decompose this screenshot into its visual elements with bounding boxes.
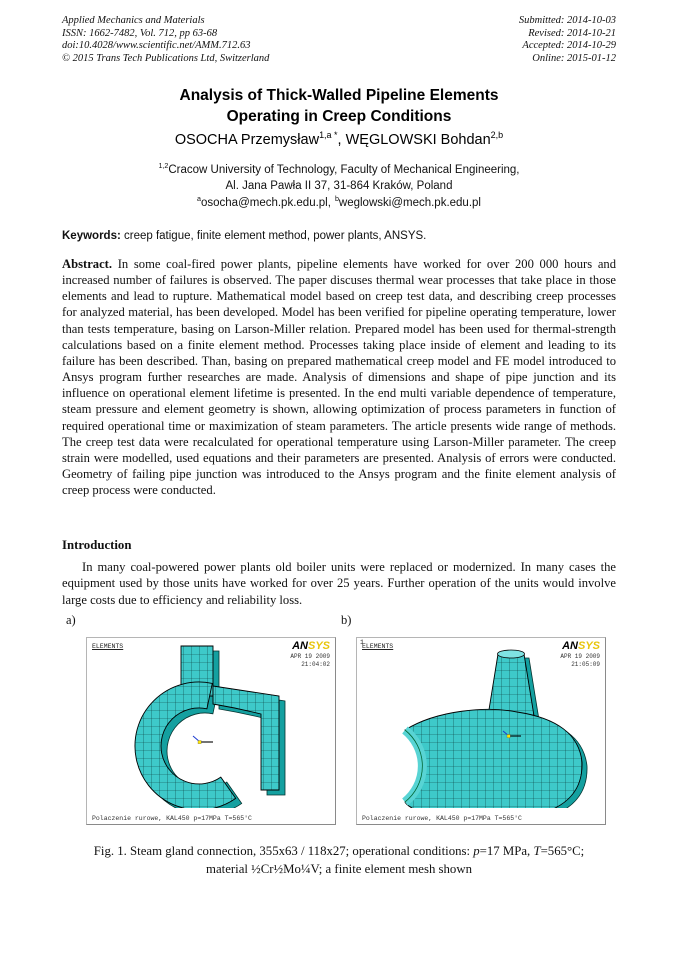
page-title-line1: Analysis of Thick-Walled Pipeline Elements [179, 87, 499, 104]
plot-date: APR 19 2009 [560, 653, 600, 660]
online-date: Online: 2015-01-12 [532, 52, 616, 64]
keywords-label: Keywords: [62, 230, 121, 242]
page-title-line2: Operating in Creep Conditions [226, 108, 452, 125]
abstract-label: Abstract. [62, 257, 113, 271]
figure-b-ansys-plot [356, 637, 606, 825]
ansys-logo-sys: SYS [577, 640, 600, 652]
abstract-paragraph [62, 256, 616, 498]
submission-dates-block [519, 15, 616, 65]
plot-date: APR 19 2009 [290, 653, 330, 660]
caption-text-3: =565°C; [540, 844, 585, 858]
journal-copyright-line: © 2015 Trans Tech Publications Ltd, Switzerland [62, 52, 270, 64]
journal-issn-line: ISSN: 1662-7482, Vol. 712, pp 63-68 [62, 27, 218, 39]
figure-caption [62, 843, 616, 878]
plot-datetime [290, 653, 330, 668]
submitted-date: Submitted: 2014-10-03 [518, 15, 616, 26]
plot-time: 21:05:09 [571, 660, 600, 668]
coordinate-triad-icon [193, 736, 213, 744]
caption-var-t: T [533, 844, 541, 858]
author-2-name: WĘGLOWSKI Bohdan [345, 132, 491, 148]
ansys-logo-sys: SYS [307, 640, 330, 652]
caption-text-2: =17 MPa, [479, 844, 534, 858]
journal-title: Applied Mechanics and Materials [62, 15, 205, 26]
author-separator: , [337, 132, 346, 148]
authors-line [0, 132, 678, 148]
author-1-superscript: 1,a * [319, 130, 338, 141]
keywords-text: creep fatigue, finite element method, power plants, ANSYS. [120, 230, 427, 242]
plot-datetime [560, 653, 600, 668]
journal-info-block [62, 15, 269, 65]
plot-status-text: Polaczenie rurowe, KAL450 p=17MPa T=565'C [362, 815, 522, 822]
affiliation-block [0, 162, 678, 194]
email-b-address: weglowski@mech.pk.edu.pl [338, 197, 481, 209]
caption-text-1: Fig. 1. Steam gland connection, 355x63 / 118x27; operational conditions: [93, 844, 474, 858]
journal-doi-line: doi:10.4028/www.scientific.net/AMM.712.63 [62, 40, 251, 52]
email-b-superscript: b [334, 195, 339, 204]
figure-sublabel-b: b) [341, 613, 352, 627]
email-a-superscript: a [197, 195, 201, 204]
affiliation-line1 [0, 162, 678, 178]
figure-caption-line2: material ½Cr½Mo¼V; a finite element mesh shown [206, 861, 472, 876]
figure-a-ansys-plot [86, 637, 336, 825]
emails-line [0, 197, 678, 209]
email-a-address: osocha@mech.pk.edu.pl, [200, 197, 331, 209]
elements-label: ELEMENTS [362, 643, 394, 650]
affiliation-line2: Al. Jana Pawła II 37, 31-864 Kraków, Poland [225, 180, 453, 192]
introduction-paragraph: In many coal-powered power plants old boiler units were replaced or modernized. In many cases the equipment used by those units have worked for over 25 years. Further operation of the units would involve large costs due to efficiency and reliability loss. [62, 560, 616, 607]
ansys-logo [292, 640, 330, 652]
plot-number: 1 [360, 639, 364, 646]
ansys-logo [562, 640, 600, 652]
figure-caption-line1 [62, 843, 616, 861]
affiliation-superscript: 1,2 [158, 162, 169, 171]
plot-time: 21:04:02 [301, 660, 330, 668]
elements-label: ELEMENTS [92, 643, 124, 650]
page-title [0, 85, 678, 127]
journal-header [62, 15, 616, 65]
section-heading-introduction: Introduction [62, 538, 132, 552]
author-1-name: OSOCHA Przemysław [174, 132, 320, 148]
affiliation-line1-text: Cracow University of Technology, Faculty of Mechanical Engineering, [168, 164, 520, 176]
plot-status-text: Polaczenie rurowe, KAL450 p=17MPa T=565'C [92, 815, 252, 822]
ansys-logo-an: AN [292, 640, 308, 652]
revised-date: Revised: 2014-10-21 [528, 27, 616, 39]
ansys-logo-an: AN [562, 640, 578, 652]
author-2-superscript: 2,b [490, 130, 504, 141]
figure-sublabel-a: a) [66, 613, 76, 627]
accepted-date: Accepted: 2014-10-29 [522, 40, 616, 52]
abstract-text: In some coal-fired power plants, pipeline elements have worked for over 200 000 hours and increased number of failures is observed. The paper discuses thermal wear processes that take place in those elements and lead to rupture. Mathematical model based on creep test data, and describing creep processes for analyzed material, has been developed. Model has been verified for pipeline operating temperature, lower than tests temperature, basing on Larson-Miller relation. Prepared model has been used for thermal-strength calculations based on a finite element method. Processes taking place inside of element and leading to its failure has been described. Than, basing on prepared mathematical creep model and FE model introduced to Ansys program further researches are made. Analysis of dimensions and shape of pipe junction and its influence on operational element lifetime is presented. In the end multi variable dependence of temperature, steam pressure and element geometry is shown, allowing optimization of process parameters in function of required operational time or maximization of steam parameters. The article presents wide range of methods. The creep test data were recalculated for operational temperature using Larson-Miller parameter. The creep strain were modelled, used equations and their parameters are presented. Analysis of errors were conducted. Geometry of failing pipe junction was introduced to the Ansys program and the finite element analysis of creep process were conducted. [62, 257, 616, 498]
keywords-line [62, 230, 616, 242]
caption-var-p: p [473, 844, 480, 858]
